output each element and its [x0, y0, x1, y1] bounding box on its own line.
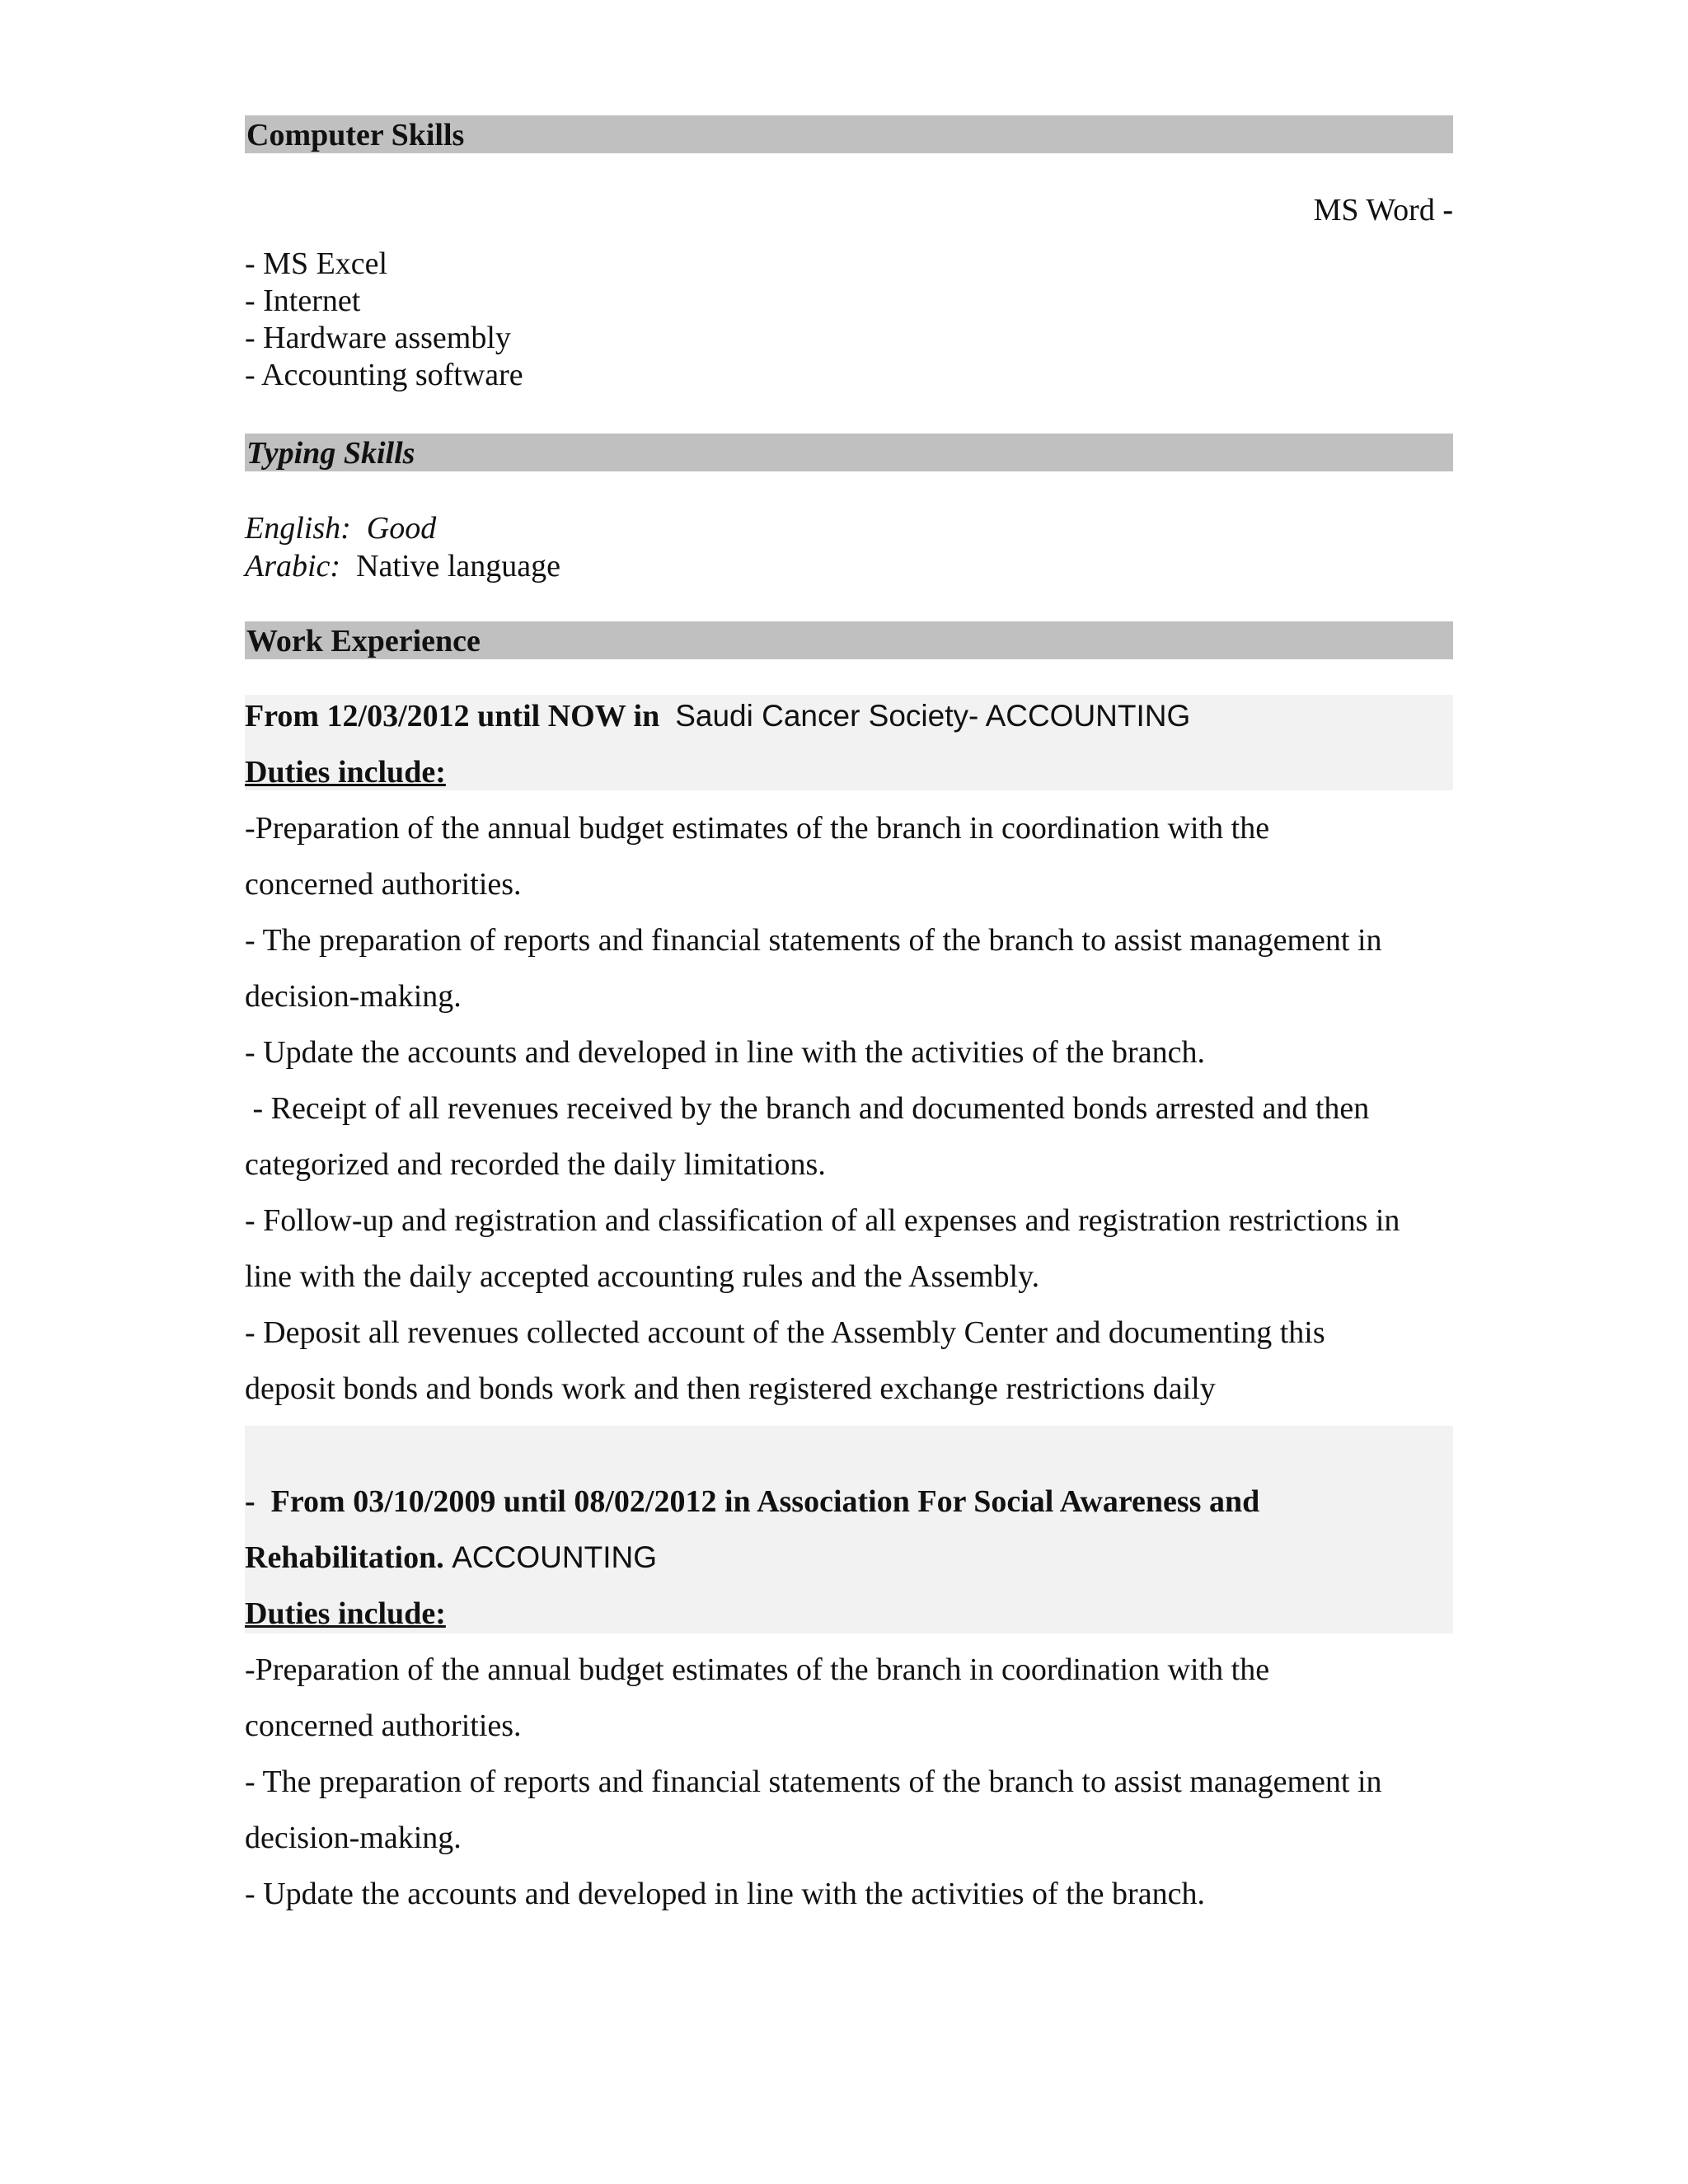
typing-skills-heading: [245, 434, 1453, 471]
typing-skills-heading-text: Typing Skills: [246, 436, 415, 471]
skill-item: - Internet: [245, 284, 361, 318]
job-1-duty-line: concerned authorities.: [245, 867, 522, 902]
job-2-period-end: Rehabilitation.: [245, 1540, 444, 1575]
job-1-duty-line: - Deposit all revenues collected account of the Assembly Center and documenting this: [245, 1315, 1325, 1350]
skill-ms-word-text: MS Word: [1313, 193, 1435, 227]
language-english: [245, 509, 436, 547]
language-value: Good: [366, 511, 437, 546]
language-label: English:: [245, 511, 351, 546]
job-2-duty-line: decision-making.: [245, 1821, 462, 1855]
computer-skills-heading: [245, 115, 1453, 153]
job-1-duty-line: categorized and recorded the daily limitations.: [245, 1147, 826, 1182]
skill-ms-word-dash: -: [1442, 193, 1453, 227]
job-1-duty-line: line with the daily accepted accounting rules and the Assembly.: [245, 1259, 1040, 1294]
job-1-duty-line: - Follow-up and registration and classification of all expenses and registration restrictions in: [245, 1203, 1400, 1238]
language-label: Arabic:: [245, 549, 341, 583]
job-2-duty-line: - The preparation of reports and financial statements of the branch to assist management in: [245, 1765, 1382, 1799]
work-experience-heading-text: Work Experience: [246, 624, 481, 658]
job-1-duties-heading: Duties include:: [245, 755, 446, 790]
job-1-employer: Saudi Cancer Society- ACCOUNTING: [675, 699, 1191, 733]
job-2-duty-line: -Preparation of the annual budget estimates of the branch in coordination with the: [245, 1652, 1270, 1687]
job-1-title: [245, 688, 1190, 744]
language-value: Native language: [356, 549, 561, 583]
job-1-duty-line: decision-making.: [245, 979, 462, 1014]
job-1-duty-line: -Preparation of the annual budget estimates of the branch in coordination with the: [245, 811, 1270, 846]
job-2-employer: ACCOUNTING: [452, 1540, 657, 1574]
job-1-duty-line: - Update the accounts and developed in line with the activities of the branch.: [245, 1035, 1205, 1070]
work-experience-heading: [245, 621, 1453, 659]
job-1-duty-line: deposit bonds and bonds work and then registered exchange restrictions daily: [245, 1371, 1216, 1406]
job-1-duty-line: - Receipt of all revenues received by the branch and documented bonds arrested and then: [245, 1091, 1370, 1126]
job-1-duty-line: - The preparation of reports and financial statements of the branch to assist management in: [245, 923, 1382, 958]
language-arabic: [245, 547, 560, 585]
computer-skills-heading-text: Computer Skills: [246, 118, 465, 152]
job-2-period-line: - From 03/10/2009 until 08/02/2012 in Association For Social Awareness and: [245, 1484, 1260, 1519]
job-2-duty-line: - Update the accounts and developed in line with the activities of the branch.: [245, 1877, 1205, 1911]
skill-item: - MS Excel: [245, 246, 388, 281]
job-2-duties-heading: Duties include:: [245, 1596, 446, 1631]
skill-item: - Accounting software: [245, 358, 523, 392]
job-2-title: [245, 1530, 657, 1586]
skill-item: - Hardware assembly: [245, 321, 511, 355]
job-1-period: From 12/03/2012 until NOW in: [245, 699, 660, 733]
skill-ms-word: [245, 188, 1453, 232]
computer-skills-list: [245, 246, 523, 394]
job-2-duty-line: concerned authorities.: [245, 1708, 522, 1743]
